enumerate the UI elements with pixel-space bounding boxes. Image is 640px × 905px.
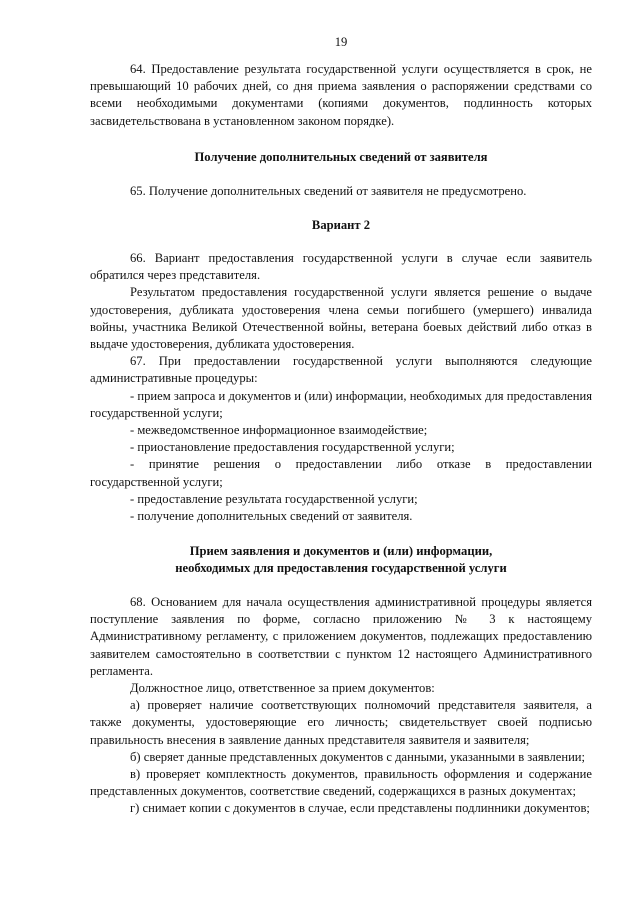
duty-item: г) снимает копии с документов в случае, если представлены подлинники документов; (130, 801, 590, 816)
paragraph-68-section (90, 594, 592, 818)
paragraph-66-text: 66. Вариант предоставления государственной услуги в случае если заявитель обратился через представителя. (90, 251, 592, 283)
paragraph-result-text: Результатом предоставления государственной услуги является решение о выдаче удостоверения, дубликата удостоверения члена семьи погибшего (умершего) инвалида войны, участника Великой Отечественной войны, ветерана боевых действий либо отказ в выдаче удостоверения, дубликата удостоверения. (90, 285, 592, 352)
procedure-item: - приостановление предоставления государственной услуги; (130, 440, 455, 455)
procedure-item: - получение дополнительных сведений от заявителя. (130, 509, 413, 524)
page-number: 19 (334, 35, 348, 49)
procedure-item: - принятие решения о предоставлении либо отказе в предоставлении государственной услуги; (90, 457, 592, 489)
heading-variant (90, 217, 592, 234)
paragraph-64 (90, 61, 592, 130)
heading-reception (90, 543, 592, 577)
paragraph-67-text: 67. При предоставлении государственной услуги выполняются следующие административные процедуры: (90, 354, 592, 386)
procedure-item: - прием запроса и документов и (или) информации, необходимых для предоставления государственной услуги; (90, 388, 592, 420)
paragraph-66-section (90, 250, 592, 525)
heading-reception-line2: необходимых для предоставления государственной услуги (175, 561, 507, 576)
procedure-item: - межведомственное информационное взаимодействие; (130, 423, 428, 438)
paragraph-64-text: 64. Предоставление результата государственной услуги осуществляется в срок, не превышающий 10 рабочих дней, со дня приема заявления о распоряжении средствами со всеми необходимыми документами (копиями документов, подлинность которых засвидетельствована в установленном законом порядке). (90, 62, 592, 128)
heading-additional-info (90, 149, 592, 166)
duty-item: б) сверяет данные представленных документов с данными, указанными в заявлении; (130, 749, 586, 764)
paragraph-official-text: Должностное лицо, ответственное за прием документов: (130, 681, 435, 696)
heading-variant-text: Вариант 2 (311, 218, 371, 232)
paragraph-65-text: 65. Получение дополнительных сведений от заявителя не предусмотрено. (130, 184, 527, 198)
paragraph-65 (90, 183, 592, 200)
paragraph-68-text: 68. Основанием для начала осуществления административной процедуры является поступление заявления по форме, согласно приложению № 3 к настоящему Административному регламенту, с приложением документов, подлежащих предоставлению заявителем самостоятельно в соответствии с пунктом 12 настоящего Административного регламента. (90, 595, 592, 678)
heading-reception-line1: Прием заявления и документов и (или) информации, (189, 544, 493, 558)
procedure-item: - предоставление результата государственной услуги; (130, 491, 418, 506)
heading-additional-info-text: Получение дополнительных сведений от заявителя (194, 150, 488, 164)
duty-item: а) проверяет наличие соответствующих полномочий представителя заявителя, а также документы, удостоверяющие его личность; свидетельствует своей подписью правильность внесения в заявление данных представителя заявителя и заявителя; (90, 698, 592, 747)
duty-item: в) проверяет комплектность документов, правильность оформления и содержание представленных документов, соответствие сведений, содержащихся в разных документах; (90, 767, 592, 799)
